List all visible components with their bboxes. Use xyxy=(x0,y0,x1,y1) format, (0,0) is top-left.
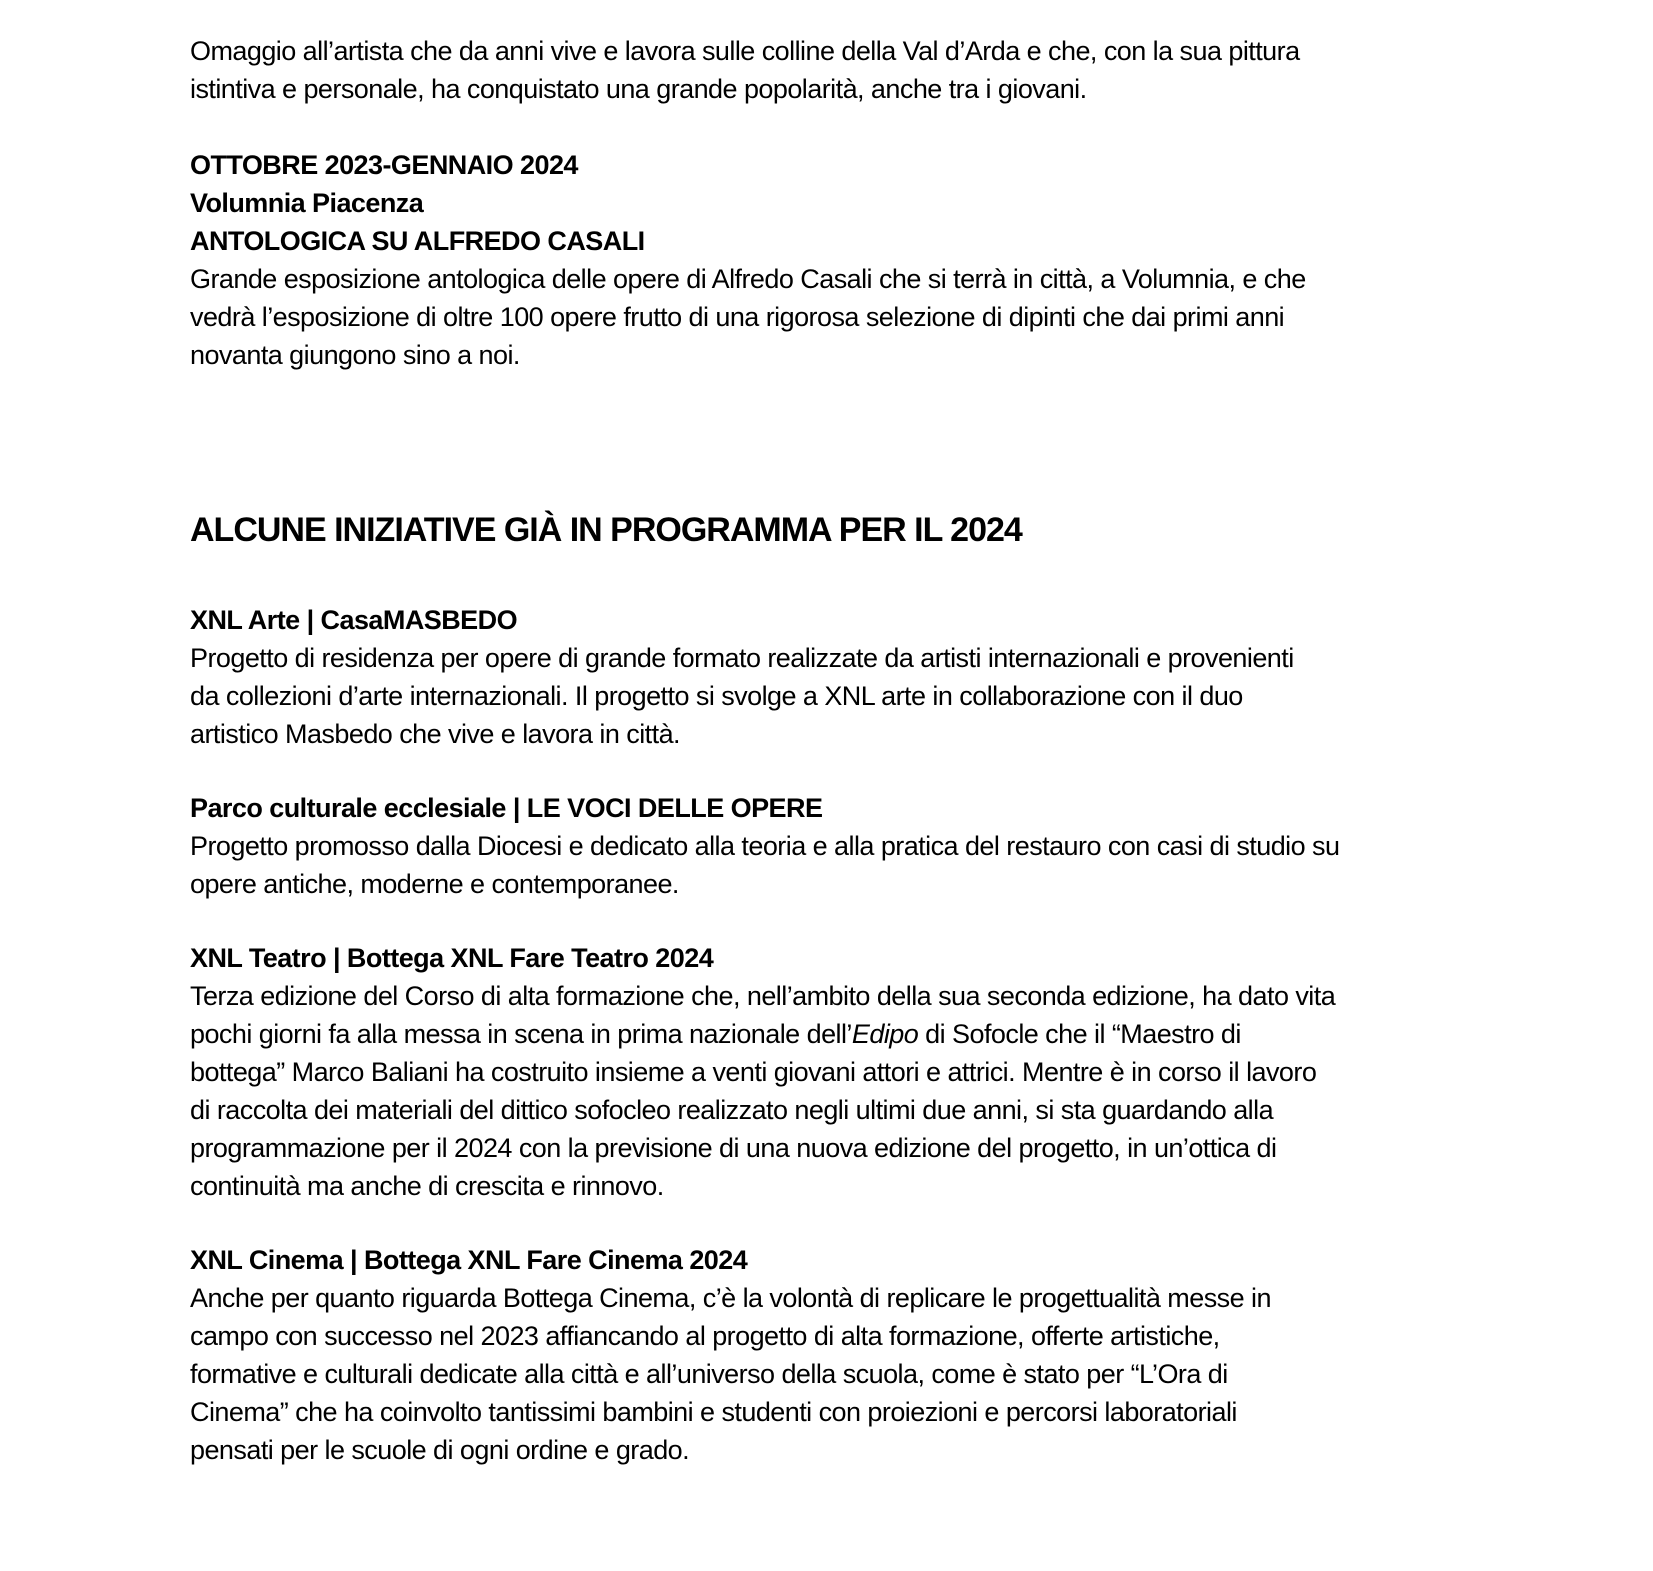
paragraph-line: vedrà l’esposizione di oltre 100 opere frutto di una rigorosa selezione di dipinti che dai primi anni xyxy=(190,302,1285,332)
paragraph-line: Cinema” che ha coinvolto tantissimi bambini e studenti con proiezioni e percorsi laboratoriali xyxy=(190,1397,1237,1427)
paragraph-line: da collezioni d’arte internazionali. Il progetto si svolge a XNL arte in collaborazione con il duo xyxy=(190,681,1243,711)
paragraph-line: artistico Masbedo che vive e lavora in città. xyxy=(190,719,680,749)
intro-paragraph xyxy=(190,32,1483,108)
paragraph-line: istintiva e personale, ha conquistato una grande popolarità, anche tra i giovani. xyxy=(190,74,1087,104)
paragraph-line: campo con successo nel 2023 affiancando al progetto di alta formazione, offerte artistiche, xyxy=(190,1321,1220,1351)
paragraph-line: Anche per quanto riguarda Bottega Cinema, c’è la volontà di replicare le progettualità messe in xyxy=(190,1283,1271,1313)
exhibition-dates: OTTOBRE 2023-GENNAIO 2024 xyxy=(190,150,578,180)
paragraph-line: programmazione per il 2024 con la previsione di una nuova edizione del progetto, in un’ottica di xyxy=(190,1133,1277,1163)
paragraph-line: Terza edizione del Corso di alta formazione che, nell’ambito della sua seconda edizione, ha dato vita xyxy=(190,981,1336,1011)
initiative-title: XNL Teatro | Bottega XNL Fare Teatro 2024 xyxy=(190,943,714,973)
initiative-parco-culturale xyxy=(190,789,1483,903)
paragraph-line: opere antiche, moderne e contemporanee. xyxy=(190,869,679,899)
paragraph-line: bottega” Marco Baliani ha costruito insieme a venti giovani attori e attrici. Mentre è in corso il lavoro xyxy=(190,1057,1317,1087)
paragraph-line: formative e culturali dedicate alla città e all’universo della scuola, come è stato per “L’Ora di xyxy=(190,1359,1228,1389)
paragraph-line: pensati per le scuole di ogni ordine e grado. xyxy=(190,1435,690,1465)
line-segment: pochi giorni fa alla messa in scena in prima nazionale dell’ xyxy=(190,1019,852,1049)
initiative-xnl-arte xyxy=(190,601,1483,753)
exhibition-venue: Volumnia Piacenza xyxy=(190,188,424,218)
initiative-xnl-teatro xyxy=(190,939,1483,1205)
exhibition-description xyxy=(190,260,1483,374)
paragraph-line: Progetto promosso dalla Diocesi e dedicato alla teoria e alla pratica del restauro con casi di studio su xyxy=(190,831,1340,861)
italic-work-title: Edipo xyxy=(851,1019,919,1049)
paragraph-line: di raccolta dei materiali del dittico sofocleo realizzato negli ultimi due anni, si sta guardando alla xyxy=(190,1095,1274,1125)
initiative-title: Parco culturale ecclesiale | LE VOCI DELLE OPERE xyxy=(190,793,823,823)
initiative-title: XNL Cinema | Bottega XNL Fare Cinema 2024 xyxy=(190,1245,748,1275)
initiative-title: XNL Arte | CasaMASBEDO xyxy=(190,605,518,635)
paragraph-line: Omaggio all’artista che da anni vive e lavora sulle colline della Val d’Arda e che, con la sua pittura xyxy=(190,36,1300,66)
exhibition-title: ANTOLOGICA SU ALFREDO CASALI xyxy=(190,226,645,256)
initiative-xnl-cinema xyxy=(190,1241,1483,1469)
paragraph-line: Grande esposizione antologica delle opere di Alfredo Casali che si terrà in città, a Volumnia, e che xyxy=(190,264,1306,294)
paragraph-line: Progetto di residenza per opere di grande formato realizzate da artisti internazionali e provenienti xyxy=(190,643,1294,673)
paragraph-line xyxy=(190,1015,1483,1053)
paragraph-line: continuità ma anche di crescita e rinnovo. xyxy=(190,1171,664,1201)
exhibition-heading-block xyxy=(190,146,1483,260)
paragraph-line: novanta giungono sino a noi. xyxy=(190,340,520,370)
line-segment: di Sofocle che il “Maestro di xyxy=(918,1019,1241,1049)
section-heading: ALCUNE INIZIATIVE GIÀ IN PROGRAMMA PER IL 2024 xyxy=(190,511,1022,549)
